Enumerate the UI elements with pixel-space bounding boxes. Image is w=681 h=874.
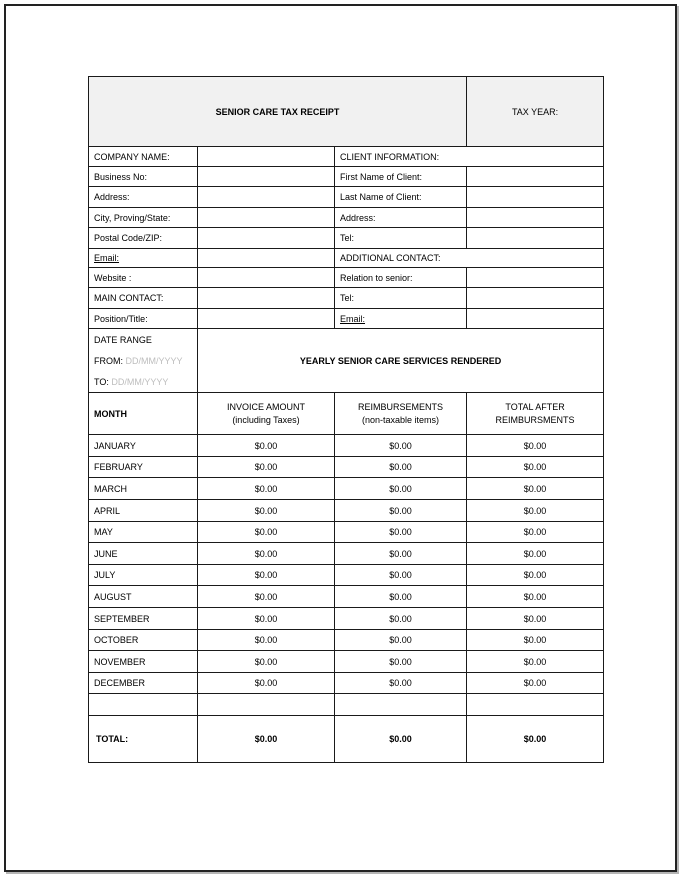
grand-total: $0.00 (467, 716, 604, 763)
total-after-cell: $0.00 (467, 630, 604, 651)
table-row (89, 565, 604, 586)
reimbursements-cell[interactable]: $0.00 (335, 565, 467, 586)
from-label: FROM: (94, 356, 123, 366)
invoice-amount-cell[interactable]: $0.00 (198, 435, 335, 457)
client-info-label: CLIENT INFORMATION: (335, 147, 604, 167)
table-row (89, 586, 604, 608)
client-first-name-field[interactable] (467, 167, 604, 187)
invoice-column-header (198, 393, 335, 435)
reimbursements-cell[interactable]: $0.00 (335, 608, 467, 630)
info-row (89, 208, 604, 228)
invoice-header-line1: INVOICE AMOUNT (226, 401, 305, 412)
total-after-cell: $0.00 (467, 651, 604, 673)
month-column-header: MONTH (89, 393, 198, 435)
table-row (89, 457, 604, 478)
month-name: DECEMBER (89, 673, 198, 694)
month-name: NOVEMBER (89, 651, 198, 673)
company-email-field[interactable] (198, 249, 335, 268)
company-city-label: City, Proving/State: (89, 208, 198, 228)
reimbursements-cell[interactable]: $0.00 (335, 651, 467, 673)
total-invoice-amount: $0.00 (198, 716, 335, 763)
total-header-line2: REIMBURSMENTS (495, 414, 575, 425)
header-row (89, 77, 604, 147)
total-header-line1: TOTAL AFTER (505, 401, 565, 412)
page-title: SENIOR CARE TAX RECEIPT (89, 77, 467, 147)
table-row (89, 651, 604, 673)
info-row (89, 147, 604, 167)
total-after-cell: $0.00 (467, 522, 604, 543)
additional-email-label: Email: (335, 309, 467, 329)
info-row (89, 187, 604, 208)
reimbursements-column-header (335, 393, 467, 435)
month-name: SEPTEMBER (89, 608, 198, 630)
receipt-table (88, 76, 604, 763)
additional-contact-label: ADDITIONAL CONTACT: (335, 249, 604, 268)
company-email-label: Email: (89, 249, 198, 268)
company-name-field[interactable] (198, 147, 335, 167)
business-no-label: Business No: (89, 167, 198, 187)
additional-tel-label: Tel: (335, 288, 467, 309)
total-label: TOTAL: (89, 716, 198, 763)
additional-tel-field[interactable] (467, 288, 604, 309)
company-postal-label: Postal Code/ZIP: (89, 228, 198, 249)
table-row (89, 500, 604, 522)
month-name: JANUARY (89, 435, 198, 457)
business-no-field[interactable] (198, 167, 335, 187)
total-reimbursements: $0.00 (335, 716, 467, 763)
invoice-amount-cell[interactable]: $0.00 (198, 478, 335, 500)
main-contact-field[interactable] (198, 288, 335, 309)
position-label: Position/Title: (89, 309, 198, 329)
client-last-name-field[interactable] (467, 187, 604, 208)
total-after-cell: $0.00 (467, 608, 604, 630)
invoice-amount-cell[interactable]: $0.00 (198, 586, 335, 608)
reimbursements-cell[interactable]: $0.00 (335, 478, 467, 500)
month-name: MARCH (89, 478, 198, 500)
invoice-amount-cell[interactable]: $0.00 (198, 565, 335, 586)
client-first-name-label: First Name of Client: (335, 167, 467, 187)
blank-cell (335, 694, 467, 716)
table-row (89, 673, 604, 694)
position-field[interactable] (198, 309, 335, 329)
invoice-amount-cell[interactable]: $0.00 (198, 500, 335, 522)
total-after-cell: $0.00 (467, 673, 604, 694)
total-after-cell: $0.00 (467, 586, 604, 608)
info-row (89, 288, 604, 309)
company-website-field[interactable] (198, 268, 335, 288)
tax-year-label: TAX YEAR: (467, 77, 604, 147)
month-name: MAY (89, 522, 198, 543)
main-contact-label: MAIN CONTACT: (89, 288, 198, 309)
to-placeholder: DD/MM/YYYY (111, 376, 169, 387)
info-row (89, 268, 604, 288)
company-address-field[interactable] (198, 187, 335, 208)
total-after-cell: $0.00 (467, 500, 604, 522)
month-name: OCTOBER (89, 630, 198, 651)
invoice-amount-cell[interactable]: $0.00 (198, 522, 335, 543)
blank-cell (198, 694, 335, 716)
month-name: APRIL (89, 500, 198, 522)
invoice-amount-cell[interactable]: $0.00 (198, 608, 335, 630)
reimbursements-header-line2: (non-taxable items) (361, 414, 440, 425)
company-postal-field[interactable] (198, 228, 335, 249)
date-range-row (89, 329, 604, 351)
reimbursements-cell[interactable]: $0.00 (335, 543, 467, 565)
table-row (89, 522, 604, 543)
info-row (89, 228, 604, 249)
invoice-amount-cell[interactable]: $0.00 (198, 630, 335, 651)
column-header-row (89, 393, 604, 435)
company-city-field[interactable] (198, 208, 335, 228)
blank-cell (89, 694, 198, 716)
total-column-header (467, 393, 604, 435)
invoice-amount-cell[interactable]: $0.00 (198, 543, 335, 565)
reimbursements-cell[interactable]: $0.00 (335, 435, 467, 457)
additional-email-field[interactable] (467, 309, 604, 329)
table-row (89, 435, 604, 457)
to-field[interactable] (89, 372, 198, 393)
reimbursements-cell[interactable]: $0.00 (335, 673, 467, 694)
to-label: TO: (94, 376, 109, 387)
total-after-cell: $0.00 (467, 435, 604, 457)
reimbursements-cell[interactable]: $0.00 (335, 586, 467, 608)
invoice-header-line2: (including Taxes) (232, 414, 300, 425)
reimbursements-cell[interactable]: $0.00 (335, 630, 467, 651)
table-row (89, 543, 604, 565)
total-after-cell: $0.00 (467, 478, 604, 500)
invoice-amount-cell[interactable]: $0.00 (198, 673, 335, 694)
client-address-field[interactable] (467, 208, 604, 228)
relation-label: Relation to senior: (335, 268, 467, 288)
company-name-label: COMPANY NAME: (89, 147, 198, 167)
total-after-cell: $0.00 (467, 543, 604, 565)
totals-row (89, 716, 604, 763)
company-address-label: Address: (89, 187, 198, 208)
table-row (89, 630, 604, 651)
from-field[interactable] (89, 351, 198, 372)
blank-cell (467, 694, 604, 716)
info-row (89, 167, 604, 187)
invoice-amount-cell[interactable]: $0.00 (198, 457, 335, 478)
company-website-label: Website : (89, 268, 198, 288)
month-name: JULY (89, 565, 198, 586)
table-row (89, 478, 604, 500)
client-tel-field[interactable] (467, 228, 604, 249)
from-placeholder: DD/MM/YYYY (125, 356, 183, 366)
date-range-label: DATE RANGE (89, 329, 198, 351)
client-last-name-label: Last Name of Client: (335, 187, 467, 208)
total-after-cell: $0.00 (467, 565, 604, 586)
client-tel-label: Tel: (335, 228, 467, 249)
month-name: AUGUST (89, 586, 198, 608)
info-row (89, 249, 604, 268)
reimbursements-cell[interactable]: $0.00 (335, 457, 467, 478)
relation-field[interactable] (467, 268, 604, 288)
reimbursements-cell[interactable]: $0.00 (335, 522, 467, 543)
month-name: JUNE (89, 543, 198, 565)
tax-receipt-sheet (88, 76, 603, 763)
blank-row (89, 694, 604, 716)
invoice-amount-cell[interactable]: $0.00 (198, 651, 335, 673)
reimbursements-header-line1: REIMBURSEMENTS (358, 401, 444, 412)
info-row (89, 309, 604, 329)
reimbursements-cell[interactable]: $0.00 (335, 500, 467, 522)
table-row (89, 608, 604, 630)
month-name: FEBRUARY (89, 457, 198, 478)
client-address-label: Address: (335, 208, 467, 228)
total-after-cell: $0.00 (467, 457, 604, 478)
services-title: YEARLY SENIOR CARE SERVICES RENDERED (198, 329, 604, 393)
